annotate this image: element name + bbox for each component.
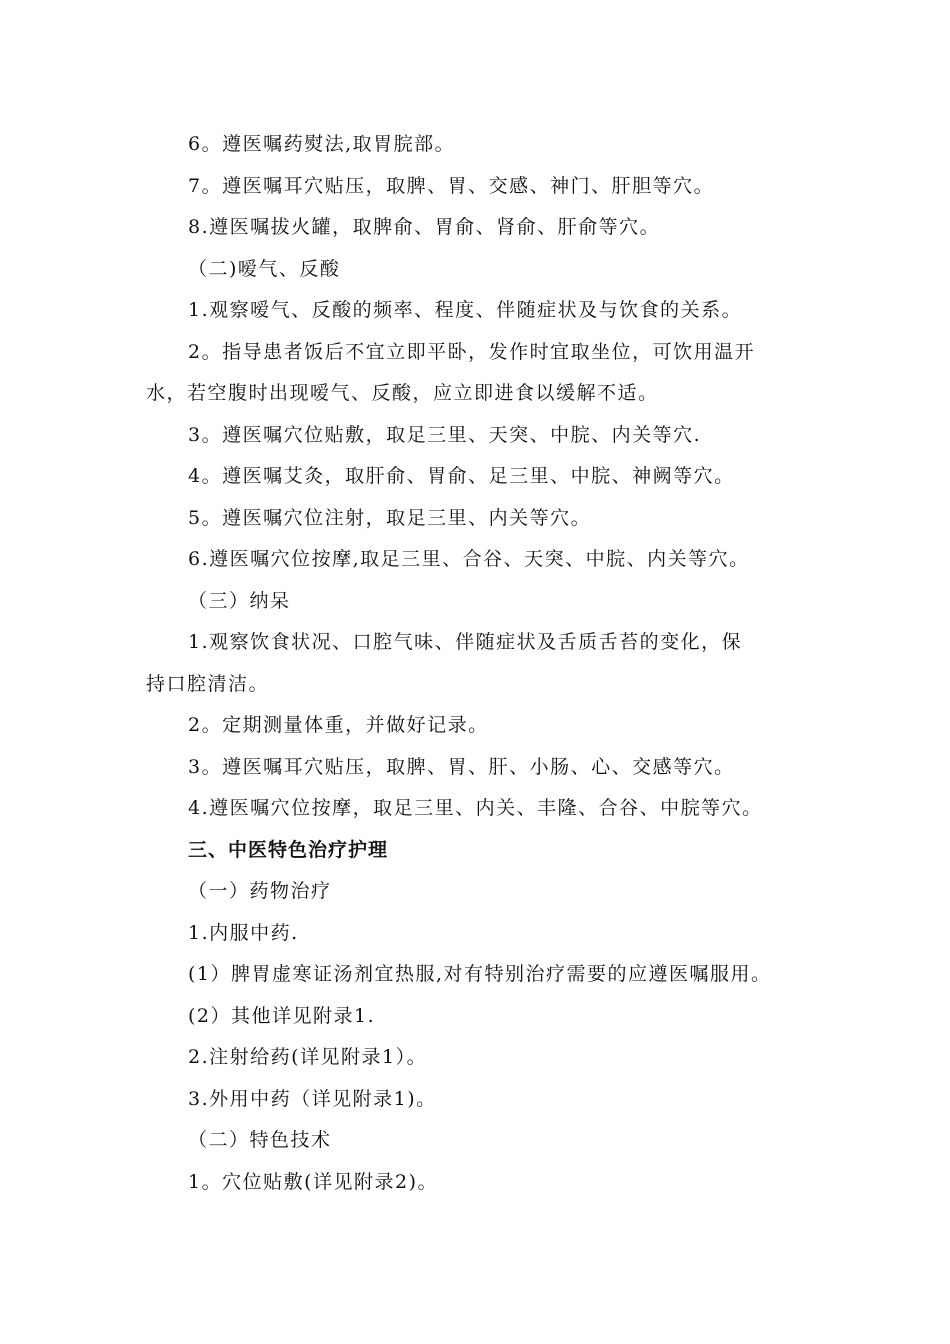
text-line-ear-acupoint-2: 3。遵医嘱耳穴贴压，取脾、胃、肝、小肠、心、交感等穴。 — [188, 756, 735, 778]
text-line-guide-posture-cont: 水，若空腹时出现嗳气、反酸，应立即进食以缓解不适。 — [146, 382, 659, 404]
text-line-acupoint-massage-1: 6.遵医嘱穴位按摩,取足三里、合谷、天突、中脘、内关等穴。 — [188, 548, 750, 570]
section-heading-belching: （二)嗳气、反酸 — [188, 258, 341, 280]
section-heading-special-techniques: （二）特色技术 — [188, 1129, 332, 1151]
text-line-acupoint-application-appendix: 1。穴位贴敷(详见附录2)。 — [188, 1171, 439, 1193]
text-line-other-appendix: (2）其他详见附录1. — [188, 1005, 376, 1027]
text-line-observe-belching: 1.观察嗳气、反酸的频率、程度、伴随症状及与饮食的关系。 — [188, 299, 743, 321]
text-line-external-medicine: 3.外用中药（详见附录1)。 — [188, 1088, 437, 1110]
text-line-decoction: (1）脾胃虚寒证汤剂宜热服,对有特别治疗需要的应遵医嘱服用。 — [188, 963, 772, 985]
chapter-heading-tcm-treatment: 三、中医特色治疗护理 — [188, 839, 389, 861]
text-line-observe-diet-cont: 持口腔清洁。 — [146, 673, 270, 695]
section-heading-drug-therapy: （一）药物治疗 — [188, 880, 332, 902]
text-line-measure-weight: 2。定期测量体重，并做好记录。 — [188, 714, 489, 736]
text-line-acupoint-injection: 5。遵医嘱穴位注射，取足三里、内关等穴。 — [188, 507, 592, 529]
text-line-herbal-ironing: 6。遵医嘱药熨法,取胃脘部。 — [188, 133, 456, 155]
text-line-moxibustion: 4。遵医嘱艾灸，取肝俞、胃俞、足三里、中脘、神阙等穴。 — [188, 465, 735, 487]
text-line-cupping: 8.遵医嘱拔火罐，取脾俞、胃俞、肾俞、肝俞等穴。 — [188, 216, 661, 238]
text-line-acupoint-application: 3。遵医嘱穴位贴敷，取足三里、天突、中脘、内关等穴. — [188, 424, 702, 446]
text-line-guide-posture: 2。指导患者饭后不宜立即平卧，发作时宜取坐位，可饮用温开 — [188, 341, 756, 363]
text-line-injection: 2.注射给药(详见附录1）。 — [188, 1046, 428, 1068]
text-line-oral-medicine: 1.内服中药. — [188, 922, 299, 944]
section-heading-anorexia: （三）纳呆 — [188, 590, 291, 612]
text-line-acupoint-massage-2: 4.遵医嘱穴位按摩，取足三里、内关、丰隆、合谷、中脘等穴。 — [188, 797, 763, 819]
text-line-ear-acupoint-1: 7。遵医嘱耳穴贴压，取脾、胃、交感、神门、肝胆等穴。 — [188, 175, 715, 197]
text-line-observe-diet: 1.观察饮食状况、口腔气味、伴随症状及舌质舌苔的变化，保 — [188, 631, 743, 653]
